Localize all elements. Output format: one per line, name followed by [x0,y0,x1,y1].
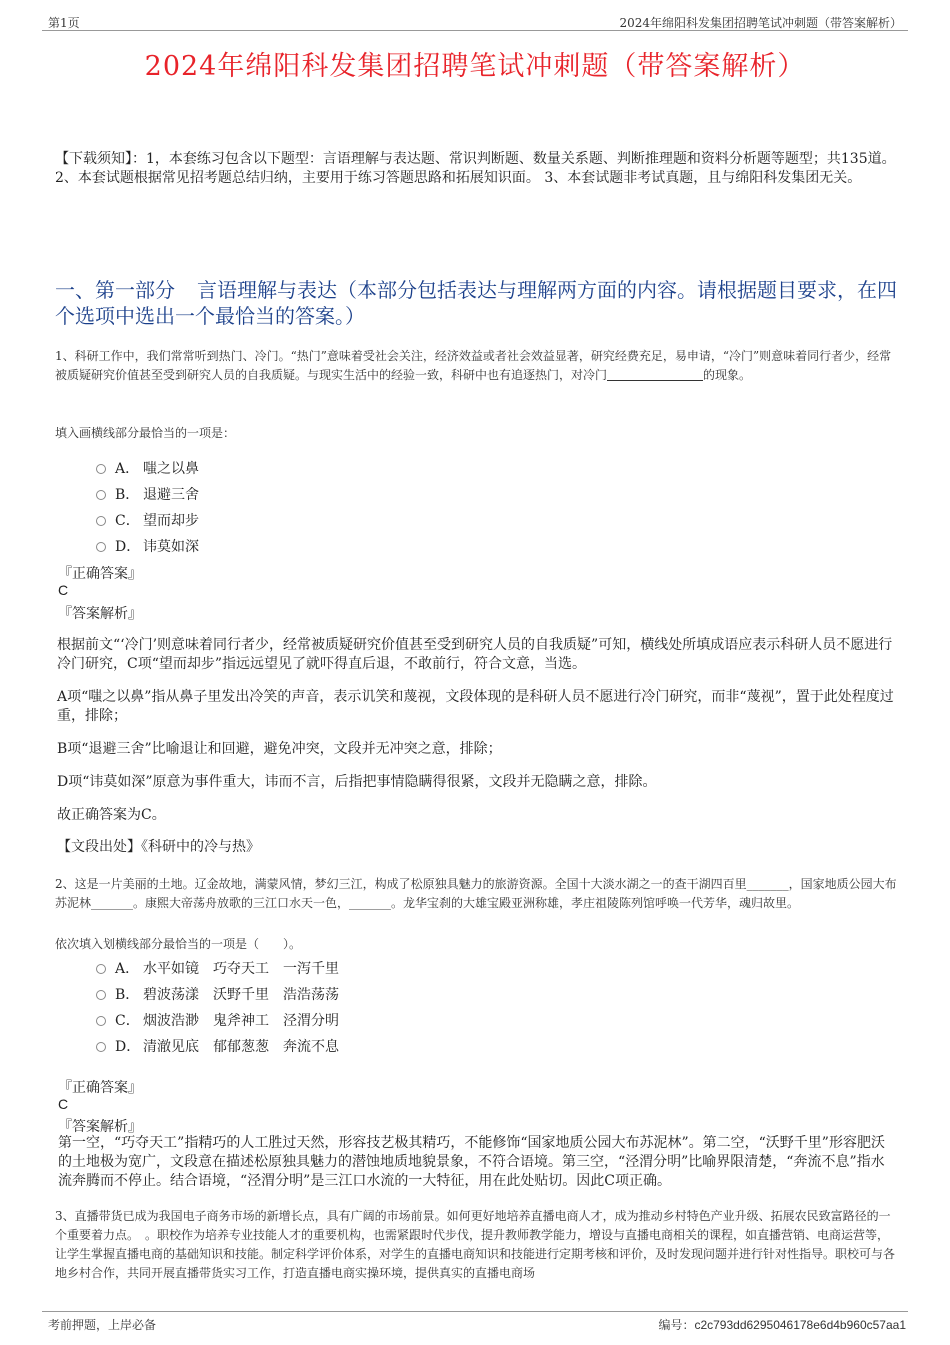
question-1-stem-part1: 1、科研工作中，我们常常听到热门、冷门。“热门”意味着受社会关注，经济效益或者社会效益显著，研究经费充足，易申请，“冷门”则意味着同行者少，经常被质疑研究价值甚至受到研究人员的自我质疑。与现实生活中的经验一致，科研中也有追逐热门，对冷门 [55,349,892,382]
option-text: 望而却步 [143,513,199,529]
question-1-analysis-4: D项“讳莫如深”原意为事件重大，讳而不言，后指把事情隐瞒得很紧，文段并无隐瞒之意，排除。 [57,774,657,790]
question-2-option-c[interactable] [96,1010,339,1030]
question-1-option-a[interactable] [96,458,199,478]
question-2-answer-title: 『正确答案』 [58,1080,142,1096]
footer-code-value: c2c793dd6295046178e6d4b960c57aa1 [694,1318,906,1332]
download-notice: 【下载须知】：1，本套练习包含以下题型：言语理解与表达题、常识判断题、数量关系题、判断推理题和资料分析题等题型；共135道。 2、本套试题根据常见招考题总结归纳，主要用于练习答题思路和拓展知识面。 3、本套试题非考试真题，且与绵阳科发集团无关。 [55,151,896,186]
question-1-analysis-2: A项“嗤之以鼻”指从鼻子里发出冷笑的声音，表示讥笑和蔑视，文段体现的是科研人员不愿进行冷门研究，而非“蔑视”，置于此处程度过重，排除； [57,689,894,724]
question-2-answer: C [58,1096,69,1112]
option-text: 嗤之以鼻 [143,461,199,477]
question-2-option-a[interactable] [96,958,339,978]
option-label: C． [115,1013,140,1029]
option-label: A． [115,961,140,977]
question-2-stem: 2、这是一片美丽的土地。辽金故地，满蒙风情，梦幻三江，构成了松原独具魅力的旅游资源。全国十大淡水湖之一的查干湖四百里_______，国家地质公园大布苏泥林_______。康熙大帝荡舟放歌的三江口水天一色，_______。龙华宝刹的大雄宝殿亚洲称雄，孝庄祖陵陈列馆呼唤一代芳华，魂归故里。 [55,877,897,910]
question-1-analysis-1: 根据前文“‘冷门’则意味着同行者少，经常被质疑研究价值甚至受到研究人员的自我质疑”可知，横线处所填成语应表示科研人员不愿进行冷门研究，C项“望而却步”指远远望见了就吓得直后退，不敢前行，符合文意，当选。 [57,637,893,672]
option-text: 烟波浩渺 鬼斧神工 泾渭分明 [143,1013,339,1029]
footer-code [658,1316,906,1333]
option-label: D． [115,539,141,555]
radio-icon[interactable] [96,1042,106,1052]
question-1-analysis-3: B项“退避三舍”比喻退让和回避，避免冲突，文段并无冲突之意，排除； [57,741,502,757]
page-number: 第1页 [48,16,80,30]
option-label: B． [115,987,140,1003]
question-2-option-b[interactable] [96,984,339,1004]
option-label: D． [115,1039,141,1055]
question-1-answer-title: 『正确答案』 [58,566,142,582]
page-header [42,12,908,31]
option-text: 清澈见底 郁郁葱葱 奔流不息 [143,1039,339,1055]
question-1-option-b[interactable] [96,484,199,504]
option-text: 水平如镜 巧夺天工 一泻千里 [143,961,339,977]
footer-slogan: 考前押题，上岸必备 [48,1318,157,1332]
question-2-analysis: 第一空，“巧夺天工”指精巧的人工胜过天然，形容技艺极其精巧，不能修饰“国家地质公园大布苏泥林”。第二空，“沃野千里”形容肥沃的土地极为宽广，文段意在描述松原独具魅力的潜蚀地质地貌景象，不符合语境。第三空，“泾渭分明”比喻界限清楚，“奔流不息”指水流奔腾而不停止。结合语境，“泾渭分明”是三江口水流的一大特征，用在此处贴切。因此C项正确。 [58,1135,885,1189]
answer-blank [607,368,703,381]
header-doc-title: 2024年绵阳科发集团招聘笔试冲刺题（带答案解析） [619,16,902,30]
question-1-stem [55,347,900,385]
question-2-option-d[interactable] [96,1036,339,1056]
question-1-analysis-5: 故正确答案为C。 [57,807,166,823]
document-title: 2024年绵阳科发集团招聘笔试冲刺题（带答案解析） [144,51,806,82]
question-1-source: 【文段出处】《科研中的冷与热》 [57,839,260,855]
question-3-stem: 3、直播带货已成为我国电子商务市场的新增长点，具有广阔的市场前景。如何更好地培养直播电商人才，成为推动乡村特色产业升级、拓展农民致富路径的一个重要着力点。 。职校作为培养专业技能人才的重要机构，也需紧跟时代步伐，提升教师教学能力，增设与直播电商相关的课程，如直播营销、电商运营等，让学生掌握直播电商的基础知识和技能。制定科学评价体系，对学生的直播电商知识和技能进行定期考核和评价，及时发现问题并进行针对性指导。职校可与各地乡村合作，共同开展直播带货实习工作，打造直播电商实操环境，提供真实的直播电商场 [55,1209,896,1280]
section-part: 一、第一部分 [55,278,175,302]
option-label: C． [115,513,140,529]
question-2-prompt: 依次填入划横线部分最恰当的一项是（ ）。 [55,937,302,951]
page-footer [42,1311,908,1332]
question-1-option-c[interactable] [96,510,199,530]
radio-icon[interactable] [96,542,106,552]
option-text: 退避三舍 [143,487,199,503]
question-1-stem-part2: 的现象。 [703,368,752,382]
question-1-option-d[interactable] [96,536,199,556]
radio-icon[interactable] [96,490,106,500]
question-2-analysis-title: 『答案解析』 [58,1119,142,1135]
option-label: A． [115,461,140,477]
radio-icon[interactable] [96,516,106,526]
radio-icon[interactable] [96,964,106,974]
question-1-answer: C [58,582,69,598]
option-label: B． [115,487,140,503]
section-heading [55,277,900,329]
radio-icon[interactable] [96,464,106,474]
question-1-prompt: 填入画横线部分最恰当的一项是： [55,426,236,440]
option-text: 碧波荡漾 沃野千里 浩浩荡荡 [143,987,339,1003]
radio-icon[interactable] [96,1016,106,1026]
question-1-analysis-title: 『答案解析』 [58,606,142,622]
section-description: 言语理解与表达（本部分包括表达与理解两方面的内容。请根据题目要求，在四个选项中选出一个最恰当的答案。） [55,278,897,328]
radio-icon[interactable] [96,990,106,1000]
footer-code-label: 编号： [658,1318,695,1332]
option-text: 讳莫如深 [143,539,199,555]
